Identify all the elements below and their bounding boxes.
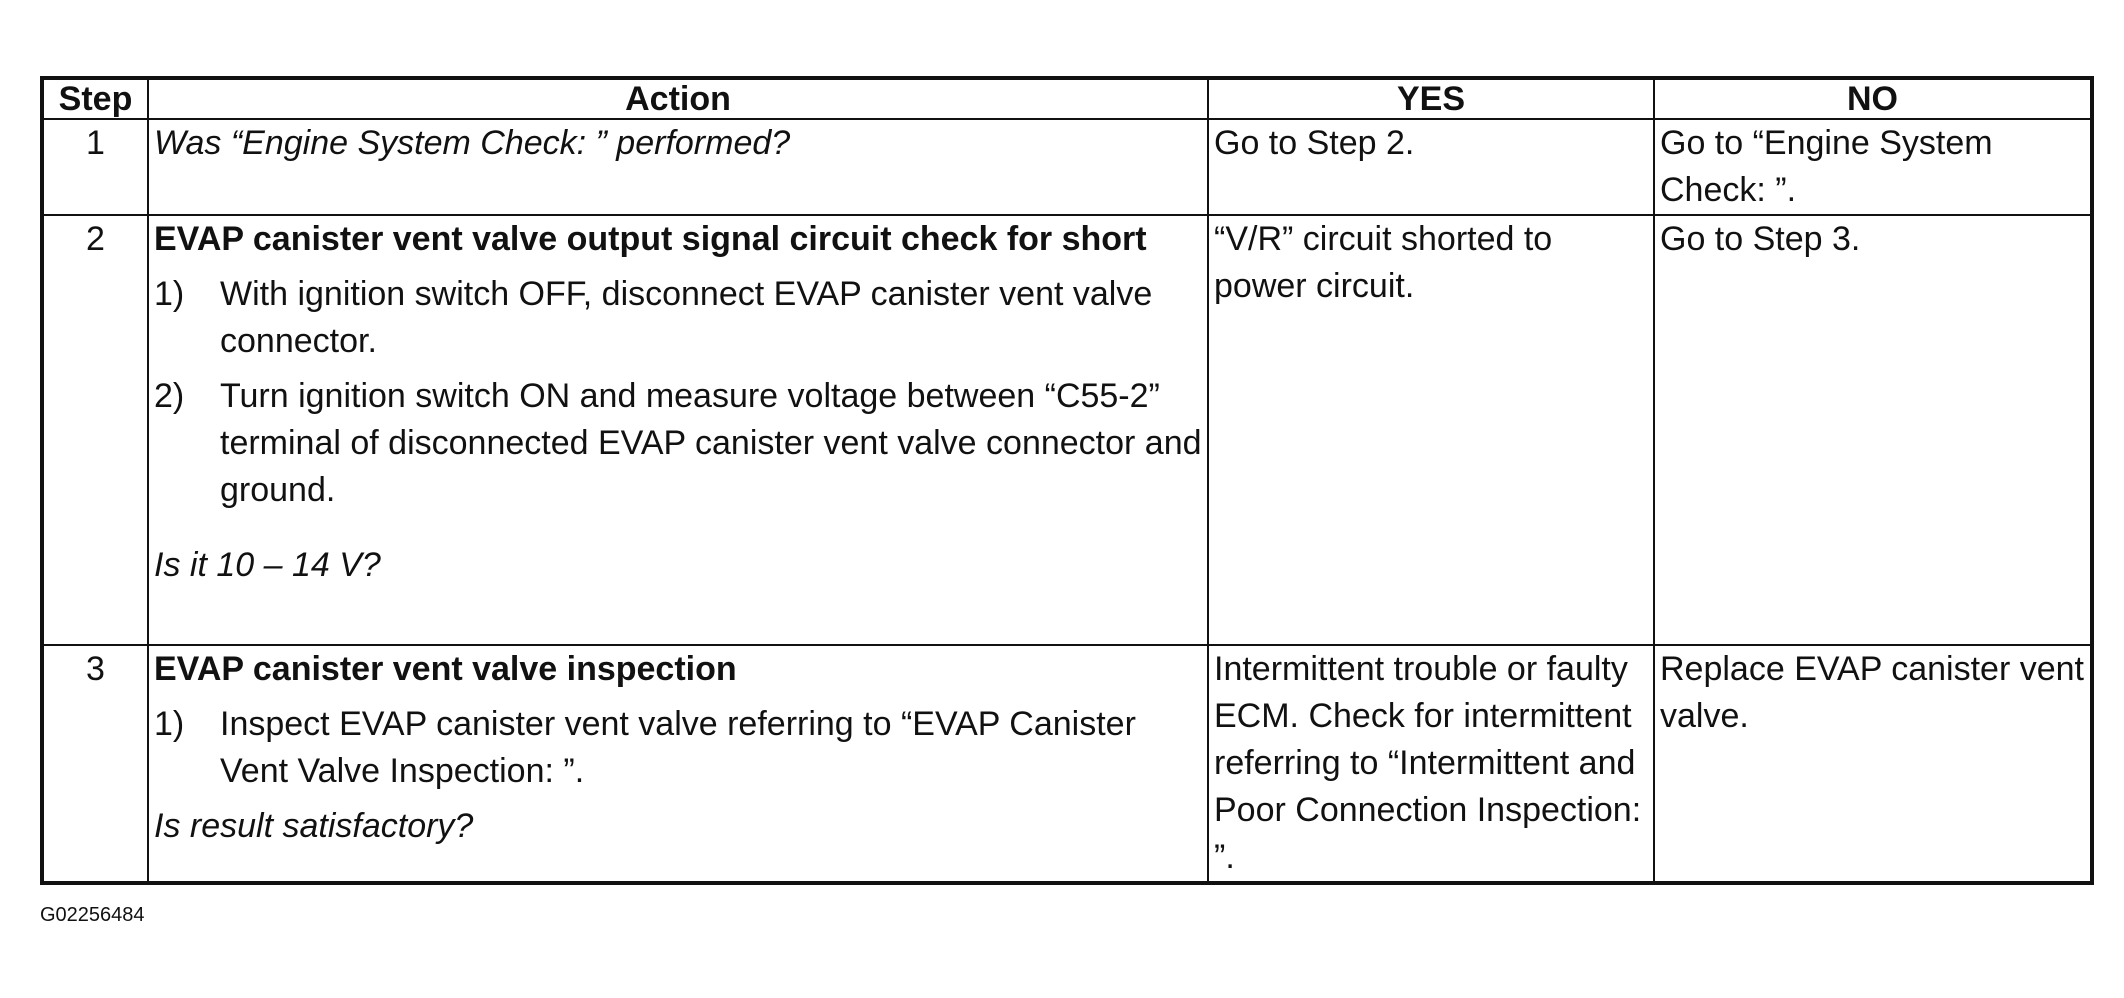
substep-text: With ignition switch OFF, disconnect EVAP canister vent valve connector. (220, 275, 1153, 360)
action-title: EVAP canister vent valve inspection (154, 650, 737, 688)
no-result: Go to Step 3. (1654, 215, 2092, 645)
substep-number: 1) (154, 275, 185, 313)
substep-number: 1) (154, 705, 185, 743)
yes-result: Intermittent trouble or faulty ECM. Check for intermittent referring to “Intermittent and Poor Connection Inspection: ”. (1208, 645, 1654, 883)
table-row-step-2 (42, 215, 2092, 645)
header-step: Step (42, 78, 148, 119)
step-number: 3 (42, 645, 148, 883)
figure-id: G02256484 (40, 904, 145, 926)
action-substep (154, 701, 1202, 795)
action-cell (148, 645, 1208, 883)
action-question: Is result satisfactory? (154, 807, 474, 845)
substep-text: Inspect EVAP canister vent valve referring to “EVAP Canister Vent Valve Inspection: ”. (220, 705, 1136, 790)
diagnostic-table (40, 76, 2094, 885)
no-result: Replace EVAP canister vent valve. (1654, 645, 2092, 883)
action-title: EVAP canister vent valve output signal circuit check for short (154, 220, 1147, 258)
substep-number: 2) (154, 377, 185, 415)
header-yes: YES (1208, 78, 1654, 119)
action-substep (154, 271, 1202, 365)
action-substep (154, 373, 1202, 514)
header-action: Action (148, 78, 1208, 119)
header-no: NO (1654, 78, 2092, 119)
step-number: 2 (42, 215, 148, 645)
yes-result: Go to Step 2. (1208, 119, 1654, 215)
action-question: Is it 10 – 14 V? (154, 546, 381, 584)
substep-text: Turn ignition switch ON and measure voltage between “C55-2” terminal of disconnected EVAP canister vent valve connector and ground. (220, 377, 1202, 509)
step-number: 1 (42, 119, 148, 215)
action-cell (148, 215, 1208, 645)
table-header-row (42, 78, 2092, 119)
no-result: Go to “Engine System Check: ”. (1654, 119, 2092, 215)
action-question: Was “Engine System Check: ” performed? (148, 119, 1208, 215)
yes-result: “V/R” circuit shorted to power circuit. (1208, 215, 1654, 645)
table-row-step-1 (42, 119, 2092, 215)
table-row-step-3 (42, 645, 2092, 883)
